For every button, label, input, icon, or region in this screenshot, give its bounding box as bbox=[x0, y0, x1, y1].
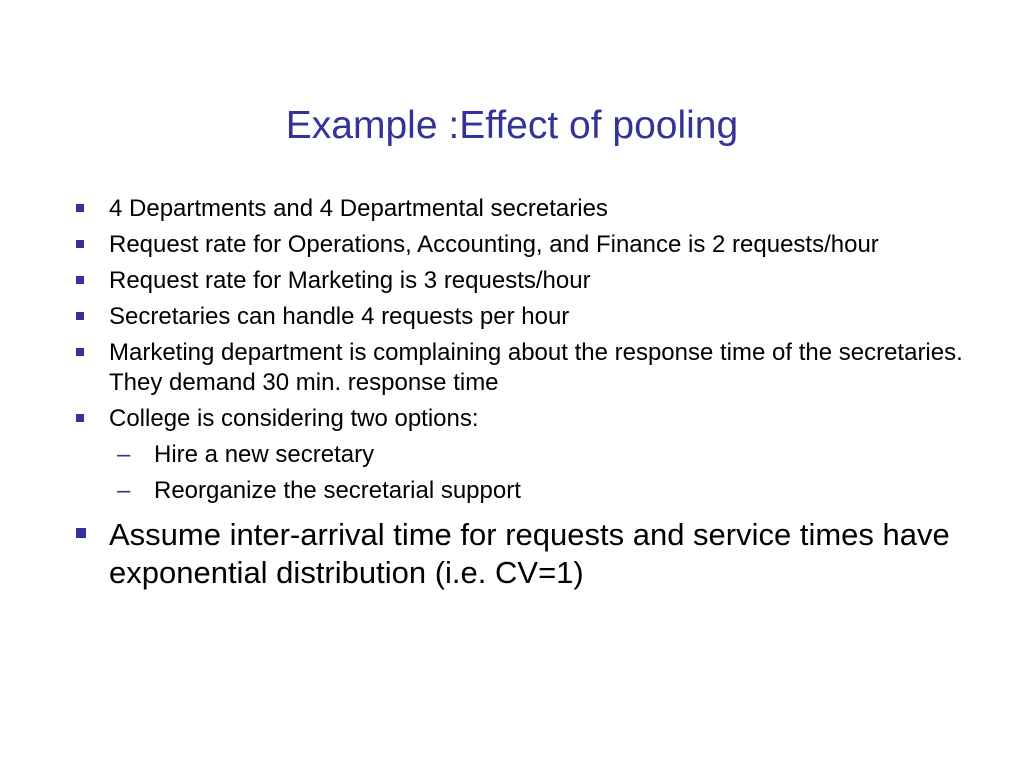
bullet-item-2 bbox=[72, 230, 972, 260]
bullet-text: Request rate for Operations, Accounting, and Finance is 2 requests/hour bbox=[109, 231, 879, 258]
square-bullet-icon bbox=[76, 276, 84, 284]
bullet-item-4 bbox=[72, 302, 972, 332]
square-bullet-icon bbox=[76, 414, 84, 422]
sub-bullet-text: Reorganize the secretarial support bbox=[154, 477, 521, 504]
dash-bullet-icon: – bbox=[117, 441, 131, 468]
bullet-item-1 bbox=[72, 194, 972, 224]
bullet-list bbox=[72, 194, 972, 592]
slide-title: Example :Effect of pooling bbox=[285, 104, 739, 147]
bullet-item-5 bbox=[72, 338, 972, 398]
square-bullet-icon bbox=[76, 528, 86, 538]
sub-bullet-item-2 bbox=[72, 476, 972, 506]
dash-bullet-icon: – bbox=[117, 477, 131, 504]
square-bullet-icon bbox=[76, 240, 84, 248]
square-bullet-icon bbox=[76, 348, 84, 356]
square-bullet-icon bbox=[76, 312, 84, 320]
bullet-text: Marketing department is complaining about the response time of the secretaries. They demand 30 min. response time bbox=[109, 339, 963, 396]
bullet-item-6 bbox=[72, 404, 972, 434]
bullet-text: College is considering two options: bbox=[109, 405, 479, 432]
sub-bullet-text: Hire a new secretary bbox=[154, 441, 375, 468]
bullet-item-3 bbox=[72, 266, 972, 296]
bullet-item-7 bbox=[72, 516, 972, 592]
bullet-text: 4 Departments and 4 Departmental secretaries bbox=[109, 195, 608, 222]
bullet-text: Assume inter-arrival time for requests and service times have exponential distribution (i.e. CV=1) bbox=[109, 517, 950, 590]
sub-bullet-item-1 bbox=[72, 440, 972, 470]
square-bullet-icon bbox=[76, 204, 84, 212]
bullet-text: Secretaries can handle 4 requests per hour bbox=[109, 303, 570, 330]
bullet-text: Request rate for Marketing is 3 requests/hour bbox=[109, 267, 591, 294]
